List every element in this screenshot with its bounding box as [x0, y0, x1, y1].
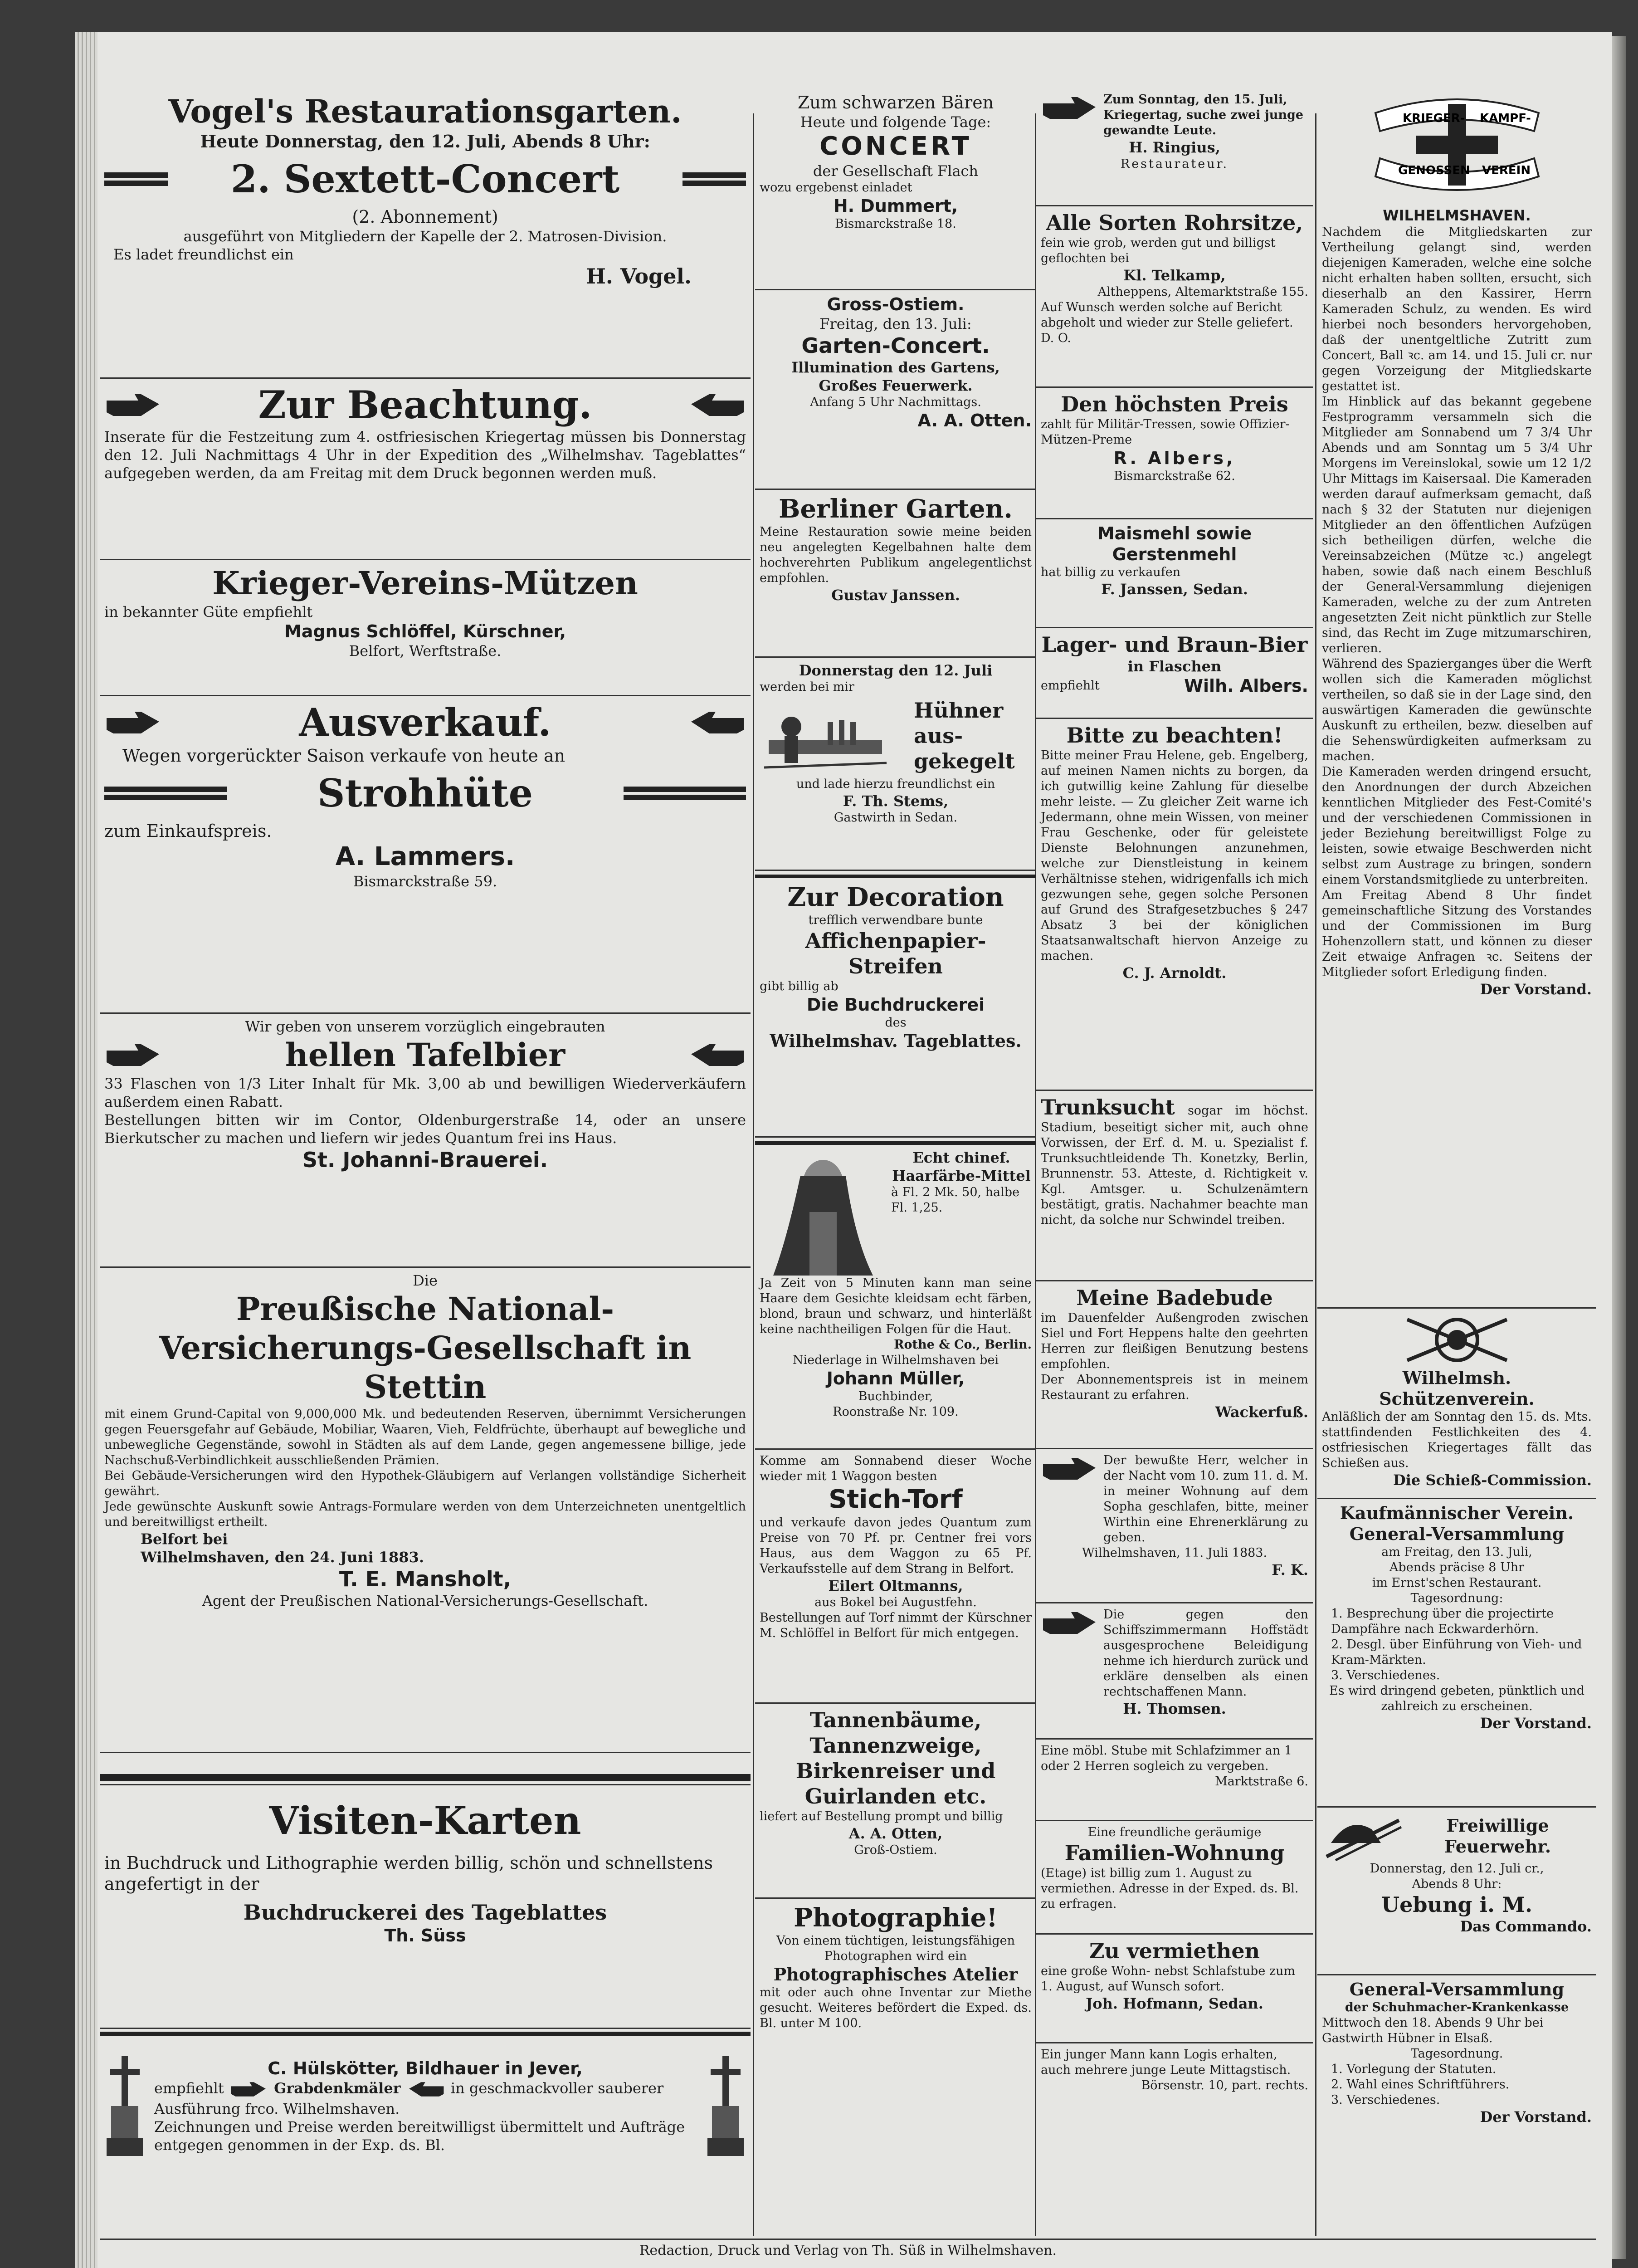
ad-signature: R. Albers, [1113, 448, 1236, 468]
ad-text: mit oder auch ohne Inventar zur Miethe gesucht. Weiteres befördert die Exped. ds. Bl. unter M 100. [760, 1985, 1032, 2030]
ad-title: Zum schwarzen Bären [797, 93, 994, 112]
ad-text: Zum Sonntag, den 15. Juli, Kriegertag, suche zwei junge gewandte Leute. [1103, 93, 1304, 137]
fire-brigade-helmet-ladder-icon [1322, 1811, 1404, 1861]
ad-tannenbaeume [755, 1704, 1036, 1899]
ad-signature: Magnus Schlöffel, Kürschner, [284, 621, 566, 641]
gravestone-cross-icon [104, 2056, 145, 2156]
ad-text: in geschmackvoller sauberer Ausführung frco. Wilhelmshaven. [154, 2079, 664, 2117]
ad-text: hat billig zu verkaufen [1041, 565, 1181, 579]
ad-signature: Der Vorstand. [1480, 1715, 1592, 1732]
ad-headline: Kaufmännischer Verein. [1340, 1503, 1574, 1523]
ad-address: Bismarckstraße 59. [353, 873, 497, 890]
ad-thomsen [1036, 1603, 1313, 1740]
ad-signature: Eilert Oltmanns, [828, 1577, 963, 1594]
ad-item: Strohhüte [317, 771, 533, 816]
target-rifles-icon [1403, 1315, 1511, 1365]
ad-text: Buchbinder, [858, 1389, 933, 1403]
ad-text: Rothe & Co., Berlin. [894, 1338, 1032, 1352]
ad-text: zum Einkaufspreis. [104, 821, 272, 841]
ad-ausverkauf [100, 696, 751, 1014]
ad-text: Meine Restauration sowie meine beiden neu angelegten Kegelbahnen halte dem hochverehrten Publikum angelegentlichst empfohlen. [760, 525, 1032, 585]
ad-logis [1036, 2043, 1313, 2121]
ad-text: empfiehlt [154, 2079, 224, 2097]
ad-schwarzer-baer [755, 88, 1036, 290]
emblem-ring-text: VEREIN [1482, 164, 1531, 177]
ad-signature: St. Johanni-Brauerei. [302, 1148, 548, 1172]
ad-address: Bismarckstraße 18. [835, 217, 956, 231]
ad-shop: Wilhelmshav. Tageblattes. [770, 1031, 1022, 1051]
ad-text: ausgeführt von Mitgliedern der Kapelle der 2. Matrosen-Division. [183, 228, 667, 245]
ad-headline: Bitte zu beachten! [1066, 723, 1283, 748]
ad-stich-torf [755, 1450, 1036, 1704]
ad-address: Belfort, Werftstraße. [349, 642, 502, 660]
ad-headline: Zu vermiethen [1089, 1939, 1260, 1963]
agenda-item: 1. Vorlegung der Statuten. [1331, 2062, 1497, 2076]
ad-text: in Buchdruck und Lithographie werden billig, schön und schnellstens angefertigt in der [104, 1853, 713, 1894]
ad-text: Die gegen den Schiffszimmermann Hoffstädt ausgesprochene Beleidigung nehme ich hierdurch zurück und erkläre denselben als einen rechtschaffenen Mann. [1103, 1608, 1308, 1699]
ad-text: Anläßlich der am Sonntag den 15. ds. Mts. stattfindenden Festlichkeiten des 4. ostfriesischen Kriegertages fällt das Schießen aus. [1322, 1410, 1592, 1470]
ad-headline: Berliner Garten. [779, 494, 1013, 524]
ad-signature: A. Lammers. [335, 842, 515, 871]
ad-bewusster-herr [1036, 1449, 1313, 1603]
ad-date: Wilhelmshaven, 11. Juli 1883. [1082, 1546, 1268, 1560]
ad-versicherung [100, 1268, 751, 1753]
ad-headline: Stich-Torf [829, 1485, 963, 1514]
ad-headline: Preußische National-Versicherungs-Gesellschaft in Stettin [159, 1290, 692, 1406]
ad-subtitle: General-Versammlung [1349, 1524, 1565, 1544]
ad-huehner [755, 658, 1036, 871]
ad-headline: Krieger-Vereins-Mützen [212, 564, 638, 602]
gravestone-cross-icon [705, 2056, 746, 2156]
ad-text: Jede gewünschte Auskunft sowie Antrags-Formulare werden von dem Unterzeichneten unentgeltlich und bereitwilligst ertheilt. [104, 1500, 746, 1529]
ad-signature: Wilh. Albers. [1184, 676, 1308, 696]
ad-address: Roonstraße Nr. 109. [833, 1405, 959, 1419]
pointing-hand-left-icon [687, 389, 746, 421]
ad-tafelbier [100, 1014, 751, 1268]
emblem-ring-text: KAMPF- [1479, 112, 1531, 125]
column-4 [1317, 88, 1596, 2180]
ad-text: Heute und folgende Tage: [800, 113, 991, 131]
ad-headline: Photographie! [794, 1903, 998, 1933]
ad-text: Die [413, 1272, 438, 1289]
ad-moebl-stube [1036, 1740, 1313, 1821]
ad-shop: Buchdruckerei des Tageblattes [243, 1900, 607, 1925]
agenda-item: 2. Desgl. über Einführung von Vieh- und Kram-Märkten. [1331, 1637, 1582, 1667]
ad-visitenkarten [100, 1784, 751, 2029]
krieger-verein-cross-emblem-icon [1362, 95, 1552, 204]
ad-address: Marktstraße 6. [1215, 1774, 1308, 1789]
ad-address: Börsenstr. 10, part. rechts. [1141, 2078, 1308, 2092]
emblem-ring-text: GENOSSEN [1398, 164, 1470, 177]
ad-text: der Schuhmacher-Krankenkasse [1345, 2000, 1569, 2014]
ad-text: Abends präcise 8 Uhr [1389, 1560, 1525, 1574]
ad-text: Anfang 5 Uhr Nachmittags. [810, 395, 981, 409]
pointing-hand-left-icon [405, 2079, 446, 2100]
ad-text: Der bewußte Herr, welcher in der Nacht vom 10. zum 11. d. M. in meiner Wohnung auf dem Sopha geschlafen, bitte, meiner Wirthin eine Ehrenerklärung zu geben. [1103, 1453, 1308, 1545]
ad-photographie [755, 1899, 1036, 2116]
column-3 [1036, 88, 1313, 2121]
ad-date: Heute Donnerstag, den 12. Juli, Abends 8 Uhr: [200, 131, 650, 152]
column-rule [1315, 113, 1316, 2236]
ad-address: Gastwirth in Sedan. [834, 811, 958, 825]
agenda-item: 1. Besprechung über die projectirte Dampfähre nach Eckwarderhörn. [1331, 1607, 1554, 1636]
ad-familien-wohnung [1036, 1821, 1313, 1935]
ad-item: Photographisches Atelier [773, 1964, 1018, 1984]
ad-text: Nachdem die Mitgliedskarten zur Vertheilung gelangt sind, werden diejenigen Kameraden, welche eine solche nicht erhalten haben sollten, ersucht, sich dieserhalb an den Kassirer, Herrn Kameraden Schulz, zu wenden. Es wird hierbei noch besonders hervorgehoben, daß der unentgeltliche Zutritt zum Concert, Ball ꝛc. am 14. und 15. Juli cr. nur gegen Vorzeigung der Mitgliedskarte gestattet ist. [1322, 225, 1592, 393]
ad-text: und lade hierzu freundlichst ein [796, 777, 995, 791]
binding-shadow [1612, 36, 1626, 2259]
ad-headline: Garten-Concert. [801, 333, 990, 358]
ad-title: Vogel's Restaurationsgarten. [168, 93, 682, 130]
imprint-footer: Redaction, Druck und Verlag von Th. Süß in Wilhelmshaven. [100, 2239, 1596, 2258]
ad-item: Uebung i. M. [1381, 1892, 1533, 1917]
ad-signature: T. E. Mansholt, [339, 1567, 512, 1591]
ad-text: wozu ergebenst einladet [760, 181, 912, 195]
ad-signature: A. A. Otten. [917, 411, 1032, 430]
ad-signature: Joh. Hofmann, Sedan. [1086, 1995, 1263, 2012]
ad-item: Grabdenkmäler [274, 2079, 401, 2097]
ad-headline: Maismehl sowie Gerstenmehl [1097, 523, 1252, 564]
ad-text: eine große Wohn- nebst Schlafstube zum 1. August, auf Wunsch sofort. [1041, 1964, 1296, 1994]
ad-vogel [100, 88, 751, 379]
column-2 [755, 88, 1036, 2116]
ad-text: Eine möbl. Stube mit Schlafzimmer an 1 oder 2 Herren sogleich zu vergeben. [1041, 1744, 1292, 1773]
ad-bitte-zu-beachten [1036, 719, 1313, 1091]
ad-schuhmacher-kasse [1317, 1975, 1596, 2180]
ad-text: Abends 8 Uhr: [1412, 1877, 1502, 1891]
ad-text: Wir geben von unserem vorzüglich eingebrauten [245, 1018, 605, 1035]
ad-text: und verkaufe davon jedes Quantum zum Preise von 70 Pf. pr. Centner frei vors Haus, aus dem Waggon zu 65 Pf. Verkaufsstelle auf dem Strang in Belfort. [760, 1515, 1032, 1576]
ad-price: à Fl. 2 Mk. 50, halbe Fl. 1,25. [891, 1185, 1020, 1215]
ad-text: in bekannter Güte empfiehlt [104, 603, 313, 621]
ad-signature: Wackerfuß. [1215, 1403, 1308, 1421]
ad-maismehl [1036, 519, 1313, 628]
ad-text: Während des Spazierganges über die Werft wollen sich die Kameraden möglichst vertheilen, so daß sie in der Lage sind, den auswärtigen Kameraden die gewünschte Auskunft zu ertheilen, bezw. dieselben auf die Sehenswürdigkeiten aufmerksam zu machen. [1322, 657, 1592, 763]
ad-text: Die Kameraden werden dringend ersucht, den Anordnungen der durch Abzeichen kenntlichen Mitglieder des Fest-Comité's und der verschiedenen Commissionen in jeder Beziehung bereitwilligst Folge zu leisten, sowie etwaige Beschwerden nicht selbst zum Austrage zu bringen, sondern einem Vorstandsmitgliede zu unterbreiten. [1322, 765, 1592, 887]
pointing-hand-right-icon [104, 389, 163, 421]
ad-kaufmaennischer-verein [1317, 1499, 1596, 1808]
emblem-city: WILHELMSHAVEN. [1383, 207, 1531, 224]
ad-signature: H. Dummert, [833, 196, 958, 216]
ad-headline: Echt chinef. Haarfärbe-Mittel [892, 1149, 1031, 1184]
ad-signature: Der Vorstand. [1480, 2108, 1592, 2126]
ad-headline: Trunksucht [1041, 1095, 1175, 1119]
column-1 [100, 88, 751, 2175]
ad-signature: H. Vogel. [586, 264, 692, 288]
ad-gross-ostiem [755, 290, 1036, 490]
ad-signature: Th. Süss [384, 1926, 466, 1945]
ad-text: werden bei mir [760, 680, 854, 694]
ad-headline: Familien-Wohnung [1064, 1841, 1285, 1865]
ad-headline: Den höchsten Preis [1061, 392, 1288, 416]
woman-long-hair-illustration-icon [760, 1149, 887, 1276]
ad-text: Ein junger Mann kann Logis erhalten, auch mehrere junge Leute Mittagstisch. [1041, 2048, 1291, 2077]
ad-hoechster-preis [1036, 388, 1313, 519]
ad-text: Illumination des Gartens, [791, 359, 1000, 376]
ad-schuetzenverein [1317, 1309, 1596, 1499]
ad-text: Wegen vorgerückter Saison verkaufe von heute an [122, 746, 566, 766]
ad-headline: 2. Sextett-Concert [230, 156, 620, 201]
ad-huelskoetter [100, 2039, 751, 2175]
ad-text: Tagesordnung: [1410, 1591, 1503, 1605]
ad-text: Bei Gebäude-Versicherungen wird den Hypothek-Gläubigern auf Verlangen vollständige Sicherheit gewährt. [104, 1469, 746, 1498]
ad-text: Mittwoch den 18. Abends 9 Uhr bei Gastwirth Hübner in Elsaß. [1322, 2016, 1544, 2045]
ad-lagerbier [1036, 628, 1313, 719]
ad-text: Bitte meiner Frau Helene, geb. Engelberg, auf meinen Namen nichts zu borgen, da ich gutwillig keine Zahlung für dieselbe mehr leiste. — Zu gleicher Zeit warne ich Jedermann, ohne mein Wissen, von meiner Frau Geschenke, oder für geleistete Dienste Belohnungen anzunehmen, welche zur Dienstleistung in keinem Verhältnisse stehen, widrigenfalls ich mich gezwungen sehe, gegen solche Personen auf Grund des Strafgesetzbuches § 247 Absatz 3 bei der königlichen Staatsanwaltschaft hiervon Anzeige zu machen. [1041, 748, 1308, 963]
ad-text: Inserate für die Festzeitung zum 4. ostfriesischen Kriegertag müssen bis Donnerstag den 12. Juli Nachmittags 4 Uhr in der Expedition des „Wilhelmshav. Tageblattes“ aufgegeben werden, da am Freitag mit dem Druck begonnen werden muß. [104, 428, 746, 482]
pointing-hand-right-icon [229, 2079, 269, 2100]
ad-signature: Der Vorstand. [1480, 981, 1592, 998]
ad-text: Ja Zeit von 5 Minuten kann man seine Haare dem Gesichte kleidsam echt färben, blond, braun und schwarz, und hinterläßt keine nachtheiligen Folgen für die Haut. [760, 1276, 1032, 1336]
ad-headline: Ausverkauf. [299, 700, 551, 745]
ad-address: Bismarckstraße 62. [1114, 469, 1235, 483]
ad-headline: Freiwillige [1446, 1815, 1549, 1836]
ad-signature: Die Buchdruckerei [806, 995, 985, 1015]
agenda-item: 2. Wahl eines Schriftführers. [1331, 2077, 1510, 2092]
ad-rohrsitze [1036, 206, 1313, 388]
ad-signature: F. Janssen, Sedan. [1101, 581, 1248, 598]
ad-text: der Gesellschaft Flach [813, 162, 979, 180]
ad-text: gibt billig ab [760, 979, 838, 993]
ad-signature: Das Commando. [1460, 1918, 1592, 1935]
ad-role: Restaurateur. [1120, 157, 1229, 171]
ad-text: sogar im höchst. Stadium, beseitigt sicher mit, auch ohne Vorwissen, der Erf. d. M. u. Spezialist f. Trunksuchtleidende Th. Konetzky, Berlin, Brunnenstr. 53. Atteste, d. Richtigkeit v. Kgl. Amtsger. u. Schulzenämtern bestätigt, gratis. Nachahmer beachte man nicht, da solche nur Schwindel treiben. [1041, 1104, 1308, 1227]
ad-text: Es wird dringend gebeten, pünktlich und zahlreich zu erscheinen. [1329, 1684, 1584, 1713]
pointing-hand-right-icon [1041, 1607, 1100, 1639]
pointing-hand-left-icon [687, 1039, 746, 1071]
ad-headline: hellen Tafelbier [285, 1036, 566, 1074]
ad-text: fein wie grob, werden gut und billigst geflochten bei [1041, 236, 1276, 265]
emblem-ring-text: KRIEGER- [1402, 112, 1465, 125]
ad-signature: F. Th. Stems, [843, 792, 949, 810]
ad-signature: A. A. Otten, [848, 1825, 943, 1842]
ad-text: am Freitag, den 13. Juli, [1381, 1545, 1532, 1559]
ad-headline: Meine Badebude [1076, 1286, 1273, 1310]
ad-headline: Hühner aus-gekegelt [914, 698, 1015, 773]
ad-text: trefflich verwendbare bunte [808, 913, 983, 927]
ad-headline: Wilhelmsh. Schützenverein. [1379, 1368, 1535, 1409]
ad-headline: CONCERT [819, 132, 972, 161]
ad-text: Im Hinblick auf das bekannt gegebene Festprogramm versammeln sich die Mitglieder am Sonnabend um 7 3/4 Uhr Abends und am Sonntag um 5 3/4 Uhr Morgens im Vereinslokal, sowie um 12 1/2 Uhr Mittags im Kaisersaal. Die Kameraden werden darauf aufmerksam gemacht, daß nach § 32 der Statuten nur diejenigen Mitglieder an den öffentlichen Aufzügen sich betheiligen dürfen, welche die Vereinsabzeichen (Mütze ꝛc.) angelegt haben, sowie daß nach einem Beschluß der General-Versammlung diejenigen Kameraden, welche zu der zum Antreten angesetzten Zeit nicht pünktlich zur Stelle sind, das Recht im Zuge mitzumarschiren, verlieren. [1322, 395, 1592, 655]
ad-headline: C. Hülskötter, Bildhauer in Jever, [268, 2058, 583, 2078]
ad-place: Belfort bei [141, 1530, 228, 1548]
ad-date: Donnerstag, den 12. Juli cr., [1370, 1862, 1544, 1876]
ad-trunksucht [1036, 1091, 1313, 1281]
ad-signature: F. K. [1272, 1561, 1308, 1579]
ad-text: Auf Wunsch werden solche auf Bericht abgeholt und wieder zur Stelle geliefert. D. O. [1041, 300, 1293, 345]
ad-headline: Lager- und Braun-Bier [1041, 632, 1308, 657]
ad-address: Altheppens, Altemarktstraße 155. [1097, 285, 1308, 299]
ad-text: (Etage) ist billig zum 1. August zu vermiethen. Adresse in der Exped. ds. Bl. zu erfragen. [1041, 1866, 1299, 1911]
ad-text: Niederlage in Wilhelmshaven bei [792, 1353, 999, 1367]
pointing-hand-left-icon [687, 707, 746, 738]
agenda-item: 3. Verschiedenes. [1331, 1668, 1440, 1682]
ad-text: zahlt für Militär-Tressen, sowie Offizier-Mützen-Preme [1041, 417, 1290, 447]
ad-text: mit einem Grund-Capital von 9,000,000 Mk. und bedeutenden Reserven, übernimmt Versicherungen gegen Feuersgefahr auf Gebäude, Mobiliar, Waaren, Vieh, Feldfrüchte, überhaupt auf bewegliche und unbewegliche Gegenstände, sowohl in Städten als auf dem Lande, gegen angemessene billige, jede Nachschuß-Verbindlichkeit ausschließenden Prämien. [104, 1407, 746, 1467]
ad-headline: Tannenbäume, Tannenzweige, Birkenreiser und Guirlanden etc. [795, 1708, 996, 1809]
ad-zu-vermiethen [1036, 1935, 1313, 2043]
ad-text: im Dauenfelder Außengroden zwischen Siel und Fort Heppens halte den geehrten Herren zur fleißigen Benutzung bestens empfohlen. [1041, 1311, 1308, 1371]
ad-text: liefert auf Bestellung prompt und billig [760, 1809, 1003, 1823]
ad-subtitle: (2. Abonnement) [352, 207, 498, 227]
ad-text: Bestellungen auf Torf nimmt der Kürschner M. Schlöffel in Belfort für mich entgegen. [760, 1611, 1032, 1640]
ad-signature: Johann Müller, [826, 1369, 965, 1388]
ad-headline: Zur Beachtung. [258, 382, 592, 427]
ad-role: Agent der Preußischen National-Versicherungs-Gesellschaft. [202, 1592, 648, 1609]
ad-text: Am Freitag Abend 8 Uhr findet gemeinschaftliche Sitzung des Vorstandes und der Commissionen im Burg Hohenzollern statt, und können zu dieser Zeit etwaige Anfragen ꝛc. Seitens der Mitglieder sofort Erledigung finden. [1322, 888, 1592, 979]
ad-text: des [885, 1016, 907, 1030]
ad-kriegertag-leute [1036, 88, 1313, 206]
ad-decoration [755, 875, 1036, 1138]
agenda-item: 3. Verschiedenes. [1331, 2093, 1440, 2107]
pointing-hand-right-icon [104, 1039, 163, 1071]
ad-text: im Ernst'schen Restaurant. [1372, 1576, 1542, 1590]
ad-text: Bestellungen bitten wir im Contor, Oldenburgerstraße 14, oder an unsere Bierkutscher zu machen und liefern wir jedes Quantum frei ins Haus. [104, 1111, 746, 1147]
ad-text: Von einem tüchtigen, leistungsfähigen Photographen wird ein [776, 1934, 1015, 1963]
ad-text: in Flaschen [1127, 658, 1222, 675]
ad-text: Tagesordnung. [1410, 2047, 1503, 2061]
ad-signature: Die Schieß-Commission. [1393, 1471, 1592, 1489]
pointing-hand-right-icon [1041, 1453, 1100, 1485]
ad-badebude [1036, 1281, 1313, 1449]
ad-text: Großes Feuerwerk. [819, 377, 973, 394]
ad-place: Wilhelmshaven, den 24. Juni 1883. [141, 1549, 424, 1566]
ad-berliner-garten [755, 490, 1036, 658]
ad-text: Zeichnungen und Preise werden bereitwilligst übermittelt und Aufträge entgegen genommen in der Exp. ds. Bl. [154, 2118, 685, 2154]
ad-signature: H. Ringius, [1129, 139, 1220, 156]
ad-signature: C. J. Arnoldt. [1122, 964, 1227, 982]
ad-text: Es ladet freundlichst ein [113, 246, 294, 263]
pointing-hand-right-icon [1041, 92, 1100, 124]
ad-date: Donnerstag den 12. Juli [799, 662, 993, 679]
ad-headline: Alle Sorten Rohrsitze, [1046, 210, 1303, 235]
ad-signature: H. Thomsen. [1123, 1700, 1226, 1717]
ad-feuerwehr [1317, 1808, 1596, 1975]
ad-title: Gross-Ostiem. [827, 294, 965, 314]
ad-haarfarbe [755, 1141, 1036, 1450]
ad-item: Affichenpapier-Streifen [805, 929, 986, 978]
column-rule [753, 113, 754, 2236]
ad-headline: General-Versammlung [1349, 1979, 1565, 1999]
ad-text: 33 Flaschen von 1/3 Liter Inhalt für Mk. 3,00 ab und bewilligen Wiederverkäufern außerdem einen Rabatt. [104, 1075, 746, 1110]
ad-muetzen [100, 560, 751, 696]
ad-text: Eine freundliche geräumige [1087, 1825, 1262, 1839]
ad-headline: Visiten-Karten [269, 1798, 581, 1843]
ad-text: Komme am Sonnabend dieser Woche wieder mit 1 Waggon besten [760, 1454, 1032, 1483]
ad-signature: Kl. Telkamp, [1123, 267, 1226, 284]
ad-headline: Feuerwehr. [1444, 1836, 1551, 1857]
ad-address: Groß-Ostiem. [854, 1843, 937, 1857]
ad-signature: Gustav Janssen. [831, 587, 960, 604]
ad-kriegerverein [1317, 88, 1596, 1309]
ad-beachtung [100, 379, 751, 560]
pointing-hand-right-icon [104, 707, 163, 738]
bowling-illustration-icon [760, 695, 891, 777]
ad-address: aus Bokel bei Augustfehn. [814, 1595, 977, 1609]
ad-text: empfiehlt [1041, 679, 1100, 693]
ad-headline: Zur Decoration [787, 882, 1004, 912]
ad-text: Der Abonnementspreis ist in meinem Restaurant zu erfahren. [1041, 1373, 1308, 1402]
ad-date: Freitag, den 13. Juli: [819, 315, 972, 332]
